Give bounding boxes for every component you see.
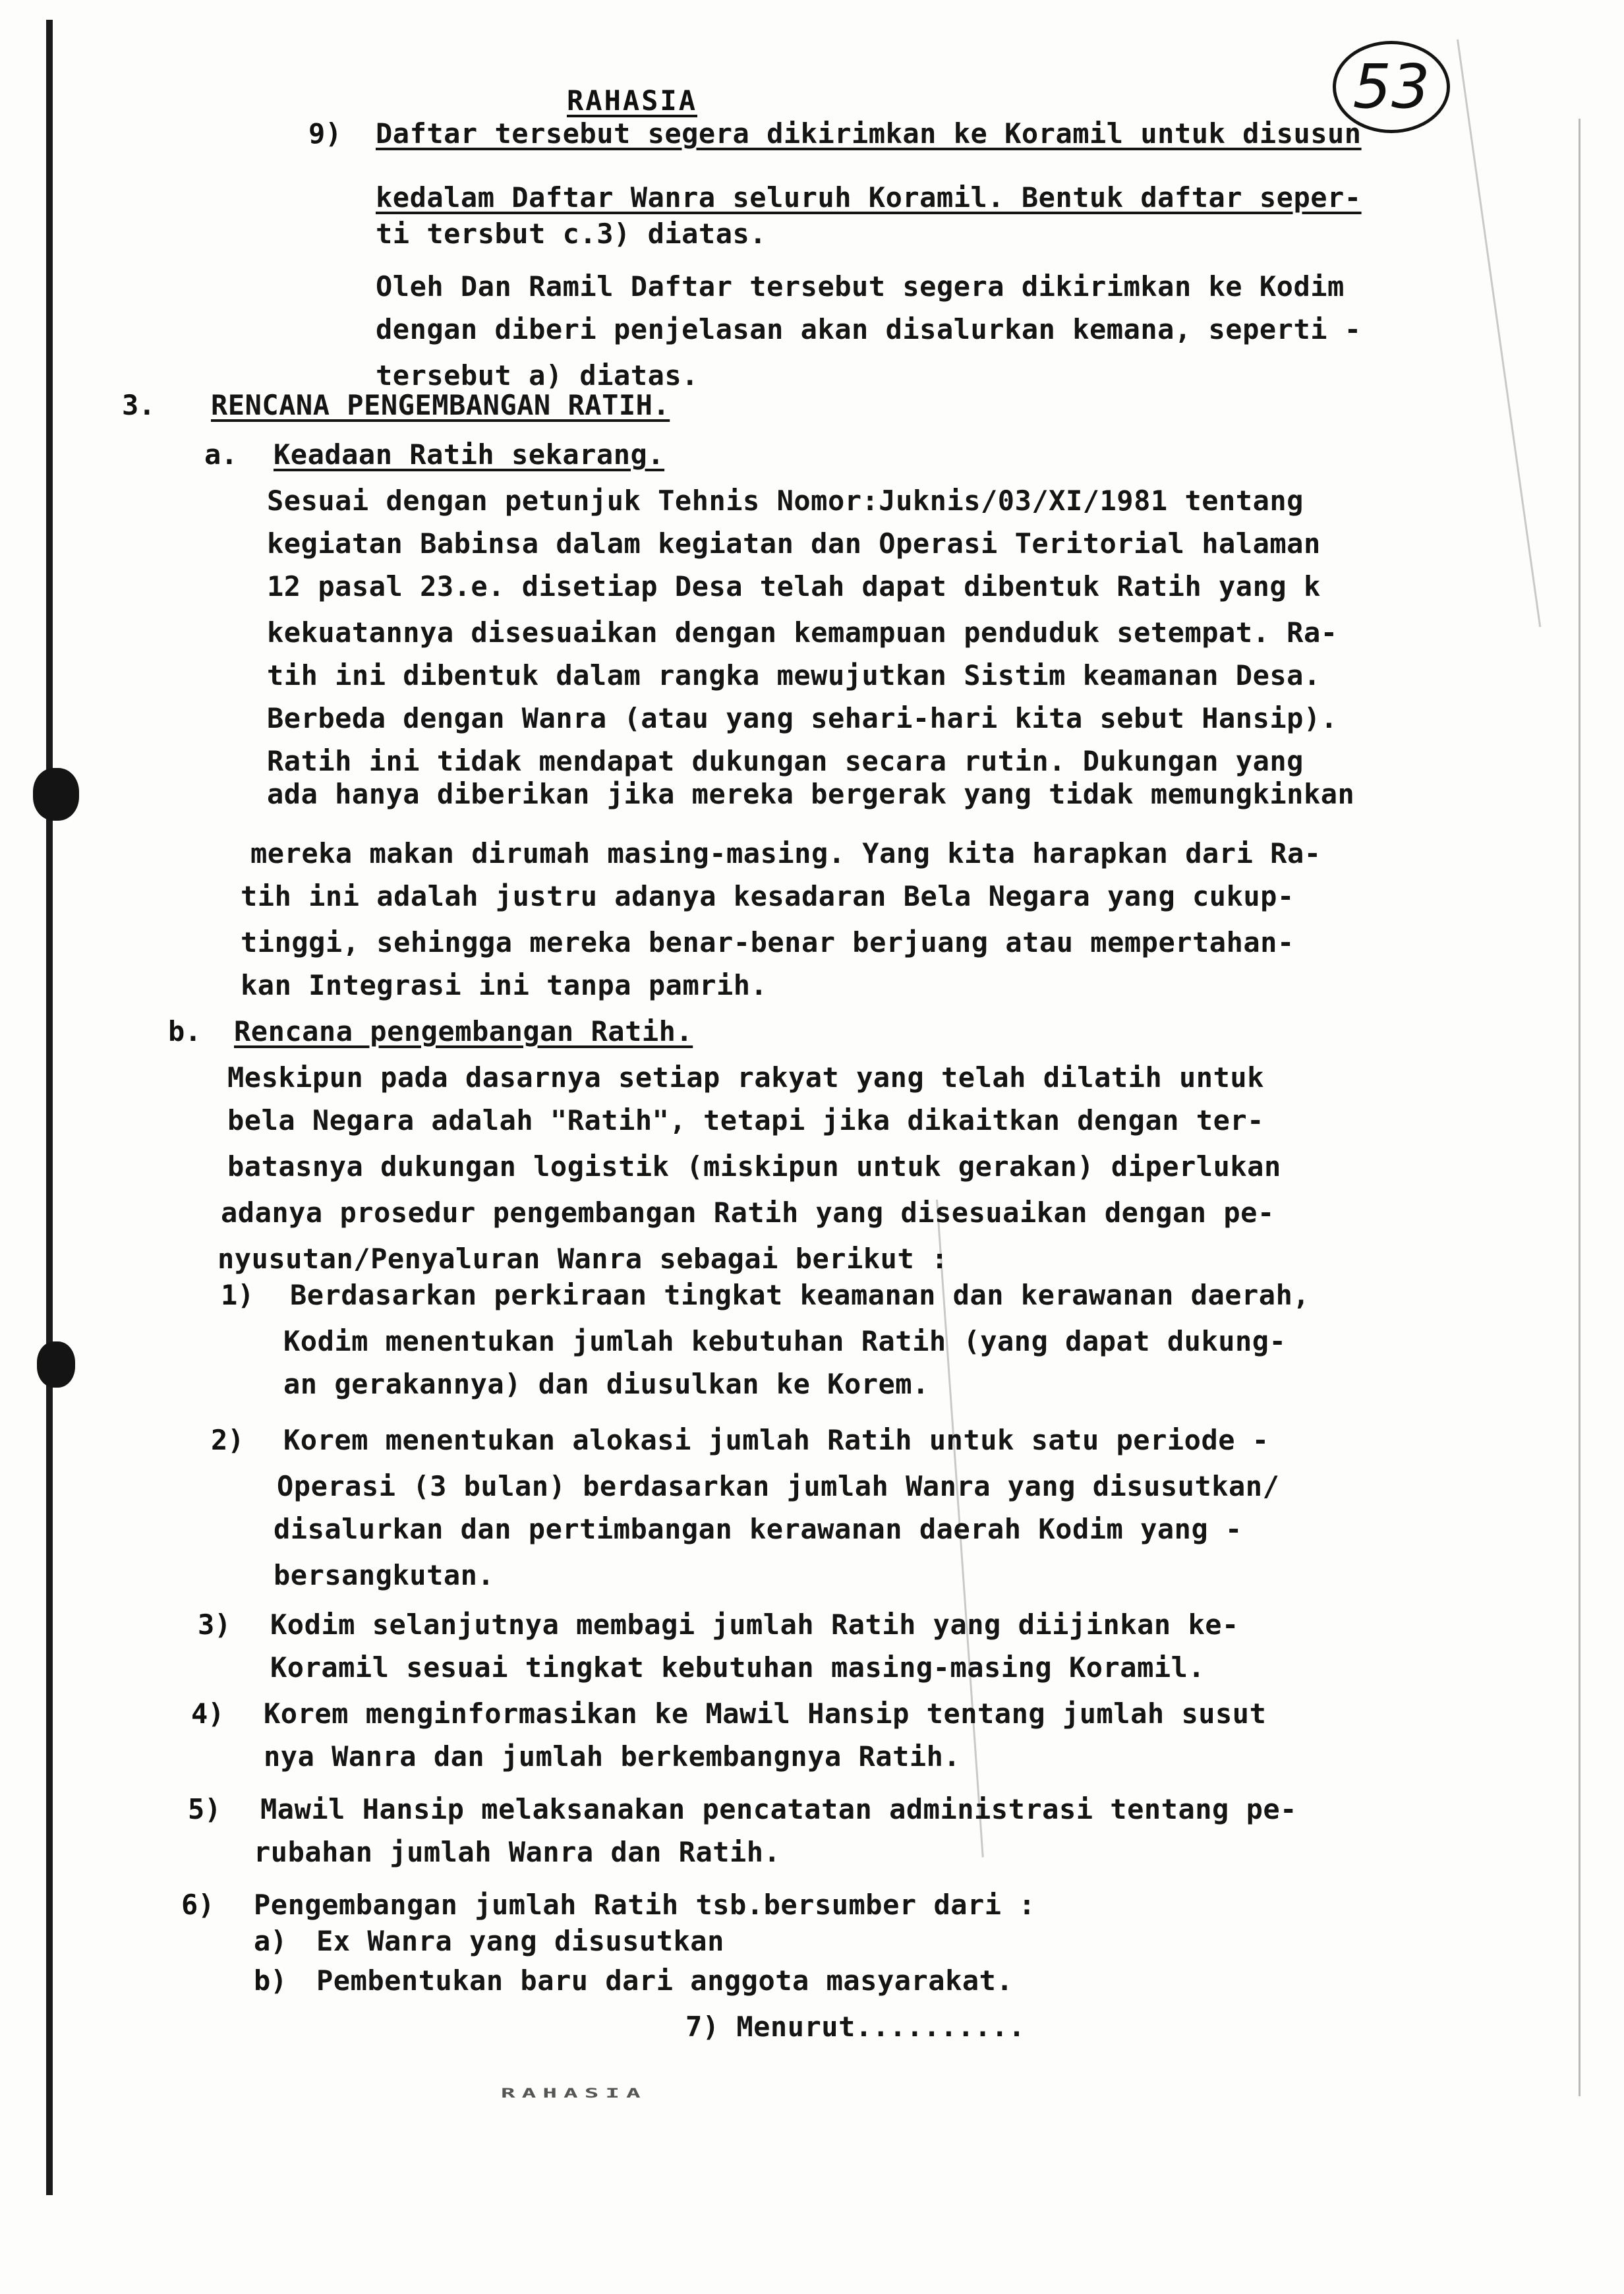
page-edge [1579, 119, 1580, 2096]
text-line: kedalam Daftar Wanra seluruh Koramil. Bentuk daftar seper- [376, 181, 1362, 214]
text-line: ada hanya diberikan jika mereka bergerak yang tidak memungkinkan [267, 778, 1355, 810]
binding-edge [46, 20, 53, 2195]
text-line: Ratih ini tidak mendapat dukungan secara rutin. Dukungan yang [267, 745, 1304, 777]
classification-header: RAHASIA [567, 84, 698, 117]
text-line: an gerakannya) dan diusulkan ke Korem. [283, 1368, 929, 1400]
list-marker: 4) [191, 1697, 225, 1730]
text-line: Kodim menentukan jumlah kebutuhan Ratih (yang dapat dukung- [283, 1325, 1287, 1357]
list-marker: 3. [122, 389, 156, 421]
text-line: Kodim selanjutnya membagi jumlah Ratih yang diijinkan ke- [270, 1608, 1239, 1641]
classification-footer: RAHASIA [501, 2086, 647, 2101]
text-line: tersebut a) diatas. [376, 359, 699, 392]
text-line: Korem menginformasikan ke Mawil Hansip tentang jumlah susut [264, 1697, 1267, 1730]
text-line: mereka makan dirumah masing-masing. Yang kita harapkan dari Ra- [250, 837, 1321, 869]
text-line: kan Integrasi ini tanpa pamrih. [241, 969, 768, 1001]
text-line: batasnya dukungan logistik (miskipun untuk gerakan) diperlukan [227, 1150, 1281, 1183]
text-line: bela Negara adalah "Ratih", tetapi jika dikaitkan dengan ter- [227, 1104, 1264, 1136]
page-number: 53 [1333, 41, 1450, 133]
text-line: Operasi (3 bulan) berdasarkan jumlah Wanra yang disusutkan/ [277, 1470, 1280, 1502]
list-marker: 5) [188, 1793, 221, 1825]
text-line: 12 pasal 23.e. disetiap Desa telah dapat dibentuk Ratih yang k [267, 570, 1321, 603]
fold-crease [1457, 40, 1541, 628]
list-marker: 1) [221, 1279, 254, 1311]
text-line: Berbeda dengan Wanra (atau yang sehari-hari kita sebut Hansip). [267, 702, 1338, 734]
list-marker: a) [254, 1925, 287, 1957]
text-line: Pembentukan baru dari anggota masyarakat. [316, 1964, 1014, 1997]
text-line: Meskipun pada dasarnya setiap rakyat yang telah dilatih untuk [227, 1061, 1264, 1094]
text-line: Daftar tersebut segera dikirimkan ke Koramil untuk disusun [376, 117, 1362, 150]
list-marker: 6) [181, 1889, 215, 1921]
text-line: nya Wanra dan jumlah berkembangnya Ratih. [264, 1740, 961, 1773]
text-line: ti tersbut c.3) diatas. [376, 218, 767, 250]
list-marker: b) [254, 1964, 287, 1997]
text-line: Mawil Hansip melaksanakan pencatatan administrasi tentang pe- [260, 1793, 1297, 1825]
list-marker: 9) [308, 117, 342, 150]
text-line: tinggi, sehingga mereka benar-benar berjuang atau mempertahan- [241, 926, 1294, 958]
text-line: Keadaan Ratih sekarang. [274, 438, 665, 471]
text-line: rubahan jumlah Wanra dan Ratih. [254, 1836, 781, 1868]
binding-blot [33, 768, 79, 821]
binding-blot [37, 1341, 75, 1388]
text-line: dengan diberi penjelasan akan disalurkan kemana, seperti - [376, 313, 1362, 345]
text-line: Berdasarkan perkiraan tingkat keamanan dan kerawanan daerah, [290, 1279, 1310, 1311]
text-line: tih ini adalah justru adanya kesadaran Bela Negara yang cukup- [241, 880, 1294, 912]
text-line: kekuatannya disesuaikan dengan kemampuan penduduk setempat. Ra- [267, 616, 1338, 649]
text-line: nyusutan/Penyaluran Wanra sebagai berikut : [218, 1243, 948, 1275]
text-line: Korem menentukan alokasi jumlah Ratih untuk satu periode - [283, 1424, 1269, 1456]
text-line: Rencana pengembangan Ratih. [234, 1015, 693, 1047]
text-line: Pengembangan jumlah Ratih tsb.bersumber dari : [254, 1889, 1036, 1921]
text-line: Ex Wanra yang disusutkan [316, 1925, 724, 1957]
list-marker: a. [204, 438, 238, 471]
text-line: 7) Menurut.......... [685, 2011, 1026, 2043]
list-marker: b. [168, 1015, 202, 1047]
text-line: kegiatan Babinsa dalam kegiatan dan Operasi Teritorial halaman [267, 527, 1321, 560]
text-line: Oleh Dan Ramil Daftar tersebut segera dikirimkan ke Kodim [376, 270, 1345, 303]
text-line: RENCANA PENGEMBANGAN RATIH. [211, 389, 670, 421]
text-line: tih ini dibentuk dalam rangka mewujutkan Sistim keamanan Desa. [267, 659, 1321, 691]
text-line: Koramil sesuai tingkat kebutuhan masing-masing Koramil. [270, 1651, 1205, 1684]
list-marker: 3) [198, 1608, 231, 1641]
text-line: Sesuai dengan petunjuk Tehnis Nomor:Juknis/03/XI/1981 tentang [267, 485, 1304, 517]
text-line: disalurkan dan pertimbangan kerawanan daerah Kodim yang - [274, 1513, 1242, 1545]
text-line: adanya prosedur pengembangan Ratih yang disesuaikan dengan pe- [221, 1196, 1275, 1229]
text-line: bersangkutan. [274, 1559, 495, 1591]
list-marker: 2) [211, 1424, 245, 1456]
